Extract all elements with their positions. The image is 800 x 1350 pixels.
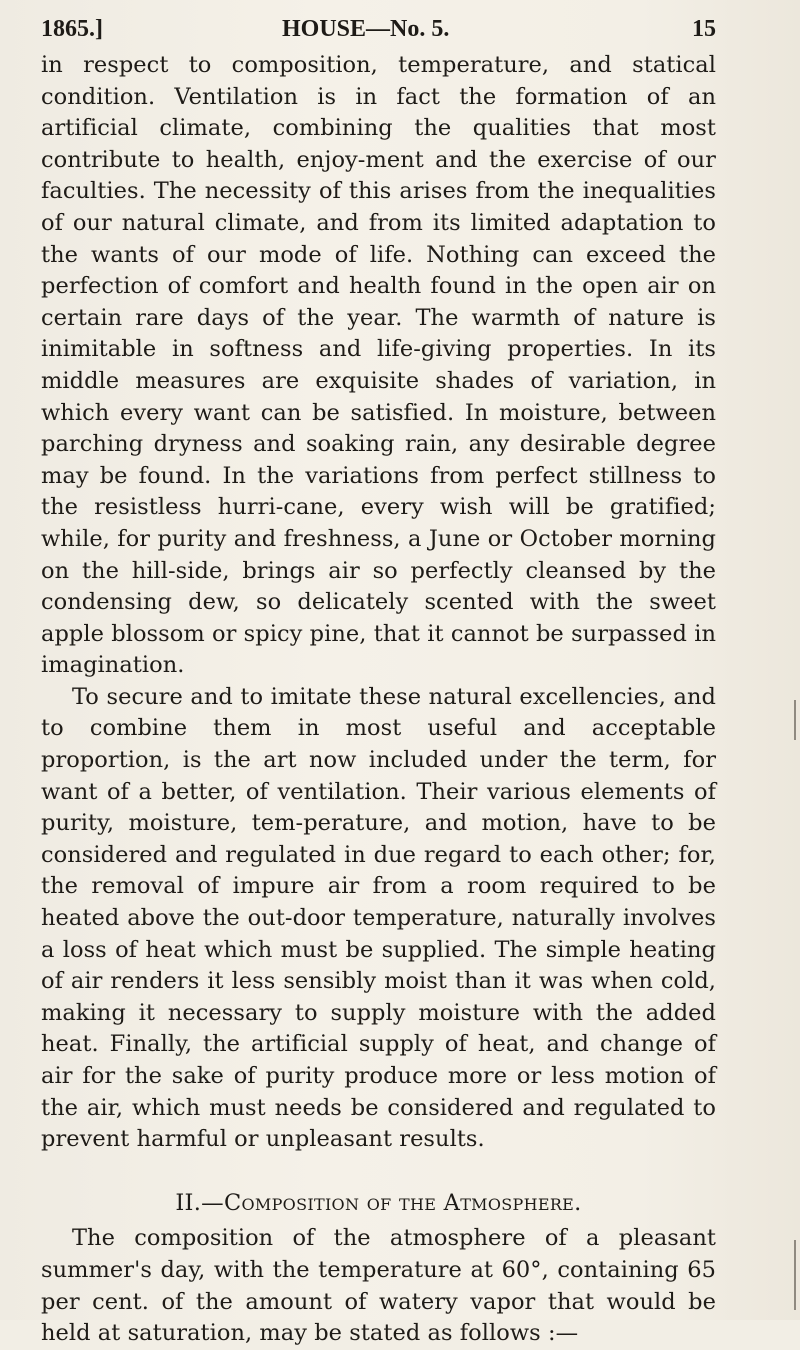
paragraph-atmosphere-composition: The composition of the atmosphere of a pleasant summer's day, with the temperature at 60°, containing 65 per cent. of the amount of watery vapor that would be held at saturation, may be stated as follows :— xyxy=(41,1225,716,1347)
page-number: 15 xyxy=(692,16,716,42)
header-document-title: HOUSE—No. 5. xyxy=(282,16,450,42)
running-head xyxy=(41,10,716,50)
page-edge-mark xyxy=(794,1240,796,1310)
section-heading: II.—Composition of the Atmosphere. xyxy=(175,1189,582,1216)
paragraph-natural-excellencies: To secure and to imitate these natural excellencies, and to combine them in most useful and acceptable proportion, is the art now included under the term, for want of a better, of ventilation. Their various elements of purity, moisture, tem-perature, and motion, have to be considered and regulated in due regard to each other; for, the removal of impure air from a room required to be heated above the out-door temperature, naturally involves a loss of heat which must be supplied. The simple heating of air renders it less sensibly moist than it was when cold, making it necessary to supply moisture with the added heat. Finally, the artificial supply of heat, and change of air for the sake of purity produce more or less motion of the air, which must needs be considered and regulated to prevent harmful or unpleasant results. xyxy=(41,683,716,1153)
body-text xyxy=(41,50,716,1350)
paragraph-ventilation-intro: in respect to composition, temperature, and statical condition. Ventilation is in fact the formation of an artificial climate, combining the qualities that most contribute to health, enjoy-ment and the exercise of our faculties. The necessity of this arises from the inequalities of our natural climate, and from its limited adaptation to the wants of our mode of life. Nothing can exceed the perfection of comfort and health found in the open air on certain rare days of the year. The warmth of nature is inimitable in softness and life-giving properties. In its middle measures are exquisite shades of variation, in which every want can be satisfied. In moisture, between parching dryness and soaking rain, any desirable degree may be found. In the variations from perfect stillness to the resistless hurri-cane, every wish will be gratified; while, for purity and freshness, a June or October morning on the hill-side, brings air so perfectly cleansed by the condensing dew, so delicately scented with the sweet apple blossom or spicy pine, that it cannot be surpassed in imagination. xyxy=(41,52,716,679)
header-year: 1865.] xyxy=(41,16,103,42)
page-edge-mark xyxy=(794,700,796,740)
